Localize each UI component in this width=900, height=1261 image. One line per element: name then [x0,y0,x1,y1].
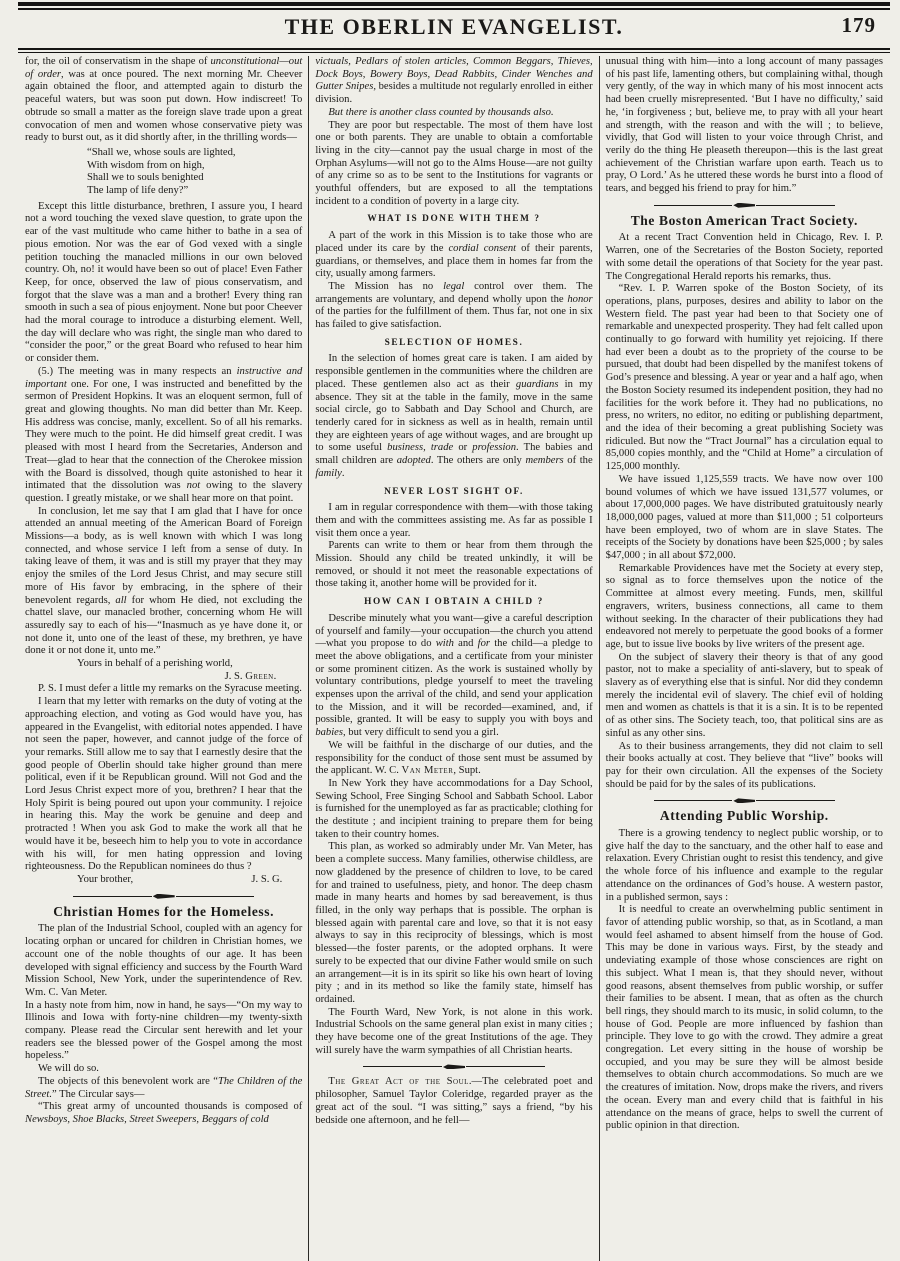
paragraph: Except this little disturbance, brethren, I assure you, I heard not a word touching the vexed slave question, to grate upon the ear of the vast multitude who came hither to bathe in a sea of pious emotion. Nor was the ear of God vexed with a single petition touching the manacled millions in our own beloved country. Oh, no! it would have been so out of place! Even Father Keep, for once, observed the law of pious conservatism, and forgot that the slave was a man and a brother! Every thing ran smooth in such a sea of pious enjoyment. None but poor Cheever had the moral courage to introduce a disturbing element. Well, the day will declare who was right, the single man who dared to “consider the poor,” or the great Board who refused to hear him or consider them. [25,200,303,365]
masthead-title: THE OBERLIN EVANGELIST. [284,14,624,39]
paragraph: The plan of the Industrial School, coupled with an agency for locating orphan or uncared for children in Christian homes, we account one of the noble thoughts of our age. It has been developed with signal efficiency and success by the Fourth Ward Mission School, New York, under the superintendence of Rev. Wm. C. Van Meter. [25,923,303,998]
section-divider-rule [654,798,835,803]
paragraph: In New York they have accommodations for a Day School, Sewing School, Free Singing School and Sabbath School. Labor is furnished for the unemployed as far as practicable; clothing for the destitute ; and incipient training to prepare them for being taken to their country homes. [315,777,593,840]
column-2 [310,56,597,1261]
paragraph: This plan, as worked so admirably under Mr. Van Meter, has been a complete success. Many families, otherwise childless, are now gladdened by the presence of children to love, to be cared for and trained to usefulness, piety, and honor. The deep chasm made in many hearts and homes by sad bereavement, is thus filled, in the only way perhaps that is possible. The orphan is blessed again with parental care and love, so that it is not easy always to say in this reciprocity of blessings, which is most blessed—the foster parents, or the adopted orphans. It were surely to be expected that our divine Father would smile on such an arrangement—it is in its spirit so like his own heart of loving pity ; and in its method so like the family state, himself has ordained. [315,841,593,1005]
column-divider-1 [308,56,309,1261]
verse-line: “Shall we, whose souls are lighted, [87,146,236,158]
paragraph: In the selection of homes great care is taken. I am aided by responsible gentlemen in the communities where the children are placed. These gentlemen also act as their guardians in my absence. They sit at the table in the family, move in the same social circle, go to Sabbath and Day School and Church, are tenderly cared for in sickness as well as in health, remain until they are eighteen years of age without wages, and are brought up to some useful business, trade or profession. The babies and small children are adopted. The others are only members of the family. [315,353,593,479]
paragraph: (5.) The meeting was in many respects an instructive and important one. For one, I was instructed and benefitted by the sermon of President Hopkins. It was an eloquent sermon, full of great and glowing thoughts. No man did better than Mr. Keep. His address was concise, manly, excellent. So of all his remarks. They were much to the point. He did himself great credit. I was pleased with most I heard from the Secretaries, Anderson and Treat—glad to hear that the connection of the Cherokee mission with the Board is dissolved, though quite astonished to hear it intimated that the dissolution was not owing to the slavery question. I greatly mistake, or we shall hear more on that point. [25,365,303,504]
paragraph: In a hasty note from him, now in hand, he says—“On my way to Illinois and Iowa with forty-nine children—my twenty-sixth company. Please read the Circular sent herewith and let your readers see the blessed power of the Gospel among the most hopeless.” [25,999,303,1062]
column-1 [20,56,307,1261]
masthead [18,12,890,46]
paragraph: It is needful to create an overwhelming public sentiment in favor of attending public worship, so that, as in Scotland, a man would feel ashamed to absent himself from the house of God. This may be done in various ways. First, by the steady and undeviating example of those whose consciences are right on this subject. What I mean is, that they should never, without good reasons, absent themselves from public worship, or suffer their families to be absent. I mean, that as often as the church bell rings, they should march to its music, in solid column, to the house of God. People are more influenced by fashion than principle. They love to go with the crowd. They admire a great congregation. Let every sitting in the house of worship be occupied, and you may be sure they will be almost beside themselves to obtain church accommodations. So much are we the creatures of imitation. Now, drops make the rivers, and rivers the ocean. Every man and every child that is faithful in his attendance on the means of grace, helps to swell the current of public opinion in that direction. [605,904,883,1132]
section-heading: NEVER LOST SIGHT OF. [384,486,524,497]
paragraph: In conclusion, let me say that I am glad that I have for once attended an annual meeting of the American Board of Foreign Missions—a body, as is well known with which I was long connected, and whose service I left from a sense of duty. In taking leave of them, it was and is still my prayer that they may enjoy the smiles of the Lord Jesus Christ, and may secure still more of His favor by embracing, in the sphere of their benevolent regards, all for whom He died, not excluding the chattel slave, our manacled brother, concerning whom He will assuredly say to each of his—“Inasmuch as ye have done it, or not done it, unto one of the least of these, my brethren, ye have done it or not done it, unto me.” [25,505,303,657]
paragraph: At a recent Tract Convention held in Chicago, Rev. I. P. Warren, one of the Secretaries of the Boston Society, reported with some detail the operations of that Society for the year past. The Congregational Herald reports his remarks, thus. [605,232,883,282]
paragraph: for, the oil of conservatism in the shape of unconstitutional—out of order, was at once poured. The next morning Mr. Cheever again obtained the floor, and attempted again to disturb the peaceful waters, but was soon put down. How indiscreet! To obtrude so small a matter as the foreign slave trade upon a great convocation of men and women whose conservative piety was ready to burst out, as it did shortly after, in the thrilling words— [25,56,303,144]
paragraph: A part of the work in this Mission is to take those who are placed under its care by the cordial consent of their parents, guardians, or themselves, and place them in homes far from the city, usually among farmers. [315,230,593,280]
paragraph: But there is another class counted by thousands also. [328,106,554,118]
paragraph: Parents can write to them or hear from them through the Mission. Should any child be treated unkindly, it will be removed, or should it not meet the reasonable expectations of those taking it, another home will be provided for it. [315,540,593,590]
paragraph: The Great Act of the Soul.—The celebrated poet and philosopher, Samuel Taylor Coleridge, regarded prayer as the great act of the soul. “I was sitting,” says a friend, “by his bedside one afternoon, and he fell— [315,1076,593,1126]
signature-row [77,874,302,887]
paragraph: P. S. I must defer a little my remarks on the Syracuse meeting. [38,683,302,695]
paragraph: They are poor but respectable. The most of them have lost one or both parents. They are unable to obtain a comfortable living in the city—cannot pay the usual charge in most of the Orphan Asylums—will not go to the Alms House—are not guilty of any crime so as to be sent to the Institutions for vagrants or youthful offenders, but are exposed to all the temptations incident to a condition of poverty in a large city. [315,119,593,207]
paragraph: We will be faithful in the discharge of our duties, and the responsibility for the conduct of those sent must be assumed by the applicant. W. C. Van Meter, Supt. [315,739,593,777]
paragraph: “This great army of uncounted thousands is composed of Newsboys, Shoe Blacks, Street Sweepers, Beggars of cold [25,1101,303,1125]
closing-line: Yours in behalf of a perishing world, [77,658,233,670]
top-border-rules [0,0,900,10]
paragraph: I am in regular correspondence with them—with those taking them and with the committees assisting me. As far as possible I visit them once a year. [315,502,593,539]
paragraph: “Rev. I. P. Warren spoke of the Boston Society, of its operations, plans, purposes, desires and ability to labor on the Western field. The past year had been to that Society one of remarkable and unexpected prosperity. They had felt called upon continually to go forward with humility yet rejoicing. If there had ever been a doubt as to the propriety of the course to be pursued, that doubt had been dispelled by the manifest tokens of God’s presence and blessing. A year or year and a half ago, when the Boston Society resumed its independent position, they had no facilities for the work before it. They had no publications, no press, no writers, no editor, no editing or publishing department, and the idea of their becoming a great publishing Society was ridiculed. But now the “Tract Journal” has a circulation equal to 85,000 copies monthly, and the “Child at Home” a circulation of 125,000 monthly. [605,283,883,473]
section-divider-rule [654,203,835,208]
paragraph: We have issued 1,125,559 tracts. We have now over 100 bound volumes of which we have issued 131,577 volumes, or about 17,000,000 pages. We have distributed gratuitously nearly 18,000,000 pages, valued at more than $11,000 ; 51 colporteurs have been employed, two of whom are in slave States. The receipts of the Society by donations have been $25,000 ; by sales $47,000 ; in all about $72,000. [605,473,883,562]
signature-name: J. S. Green. [224,670,277,682]
paragraph: There is a growing tendency to neglect public worship, or to give half the day to the sanctuary, and the other half to ease and relaxation. Every Christian ought to resist this tendency, and give the whole force of his influence and example to the regular attendance on the ordinances of God’s house. A western pastor, in a published sermon, says : [605,828,883,903]
column-layout [20,56,888,1261]
section-divider-rule [363,1064,544,1069]
paragraph: victuals, Pedlars of stolen articles, Common Beggars, Thieves, Dock Boys, Bowery Boys, Dead Rabbits, Cinder Wenches and Gutter Snipes, besides a multitude not regularly enrolled in either division. [315,56,593,106]
paragraph: Describe minutely what you want—give a careful description of yourself and family—your occupation—the church you attend—what you propose to do with and for the child—a pledge to meet the above obligations, and a certificate from your minister or some prominent citizen. As the work is sustained wholly by voluntary contributions, pledge yourself to meet the traveling expenses upon the arrival of the child, and send your application to the Mission, and it will be recorded—examined, and, if possible, granted. It will be easy to supply you with boys and babies, but very difficult to send you a girl. [315,612,593,739]
signature-initials: J. S. G. [251,874,283,885]
section-heading: WHAT IS DONE WITH THEM ? [367,214,541,225]
section-divider-rule [73,894,254,899]
paragraph: Remarkable Providences have met the Society at every step, so signal as to force themselves upon the notice of the Committee at almost every meeting. Funds, men, skillful engravers, writers, business connections, all came to them without seeking. In the character of their publications they had endeavored not merely to perpetuate the good books of a former age, but to issue live books by live writers of the present age. [605,562,883,650]
section-heading: HOW CAN I OBTAIN A CHILD ? [364,597,544,608]
paragraph: The Mission has no legal control over them. The arrangements are voluntary, and depend wholly upon the honor of the parties for the fulfillment of them. Thus far, not one in six has failed to give satisfaction. [315,280,593,331]
column-3 [601,56,888,1261]
paragraph: The Fourth Ward, New York, is not alone in this work. Industrial Schools on the same general plan exist in many cities ; they have become one of the great Institutions of the age. They will surely have the warm sympathies of all Christian hearts. [315,1006,593,1056]
hymn-verse [87,147,302,198]
paragraph: unusual thing with him—into a long account of many passages of his past life, lamenting others, but complaining withal, though very gently, of the way in which many of his most innocent acts had been cruelly misrepresented. ‘But I have no difficulty,’ said he, ‘in forgiveness ; but, believe me, to pray with all your heart and strength, with the reason and with the will ; to believe, vividly, that God will listen to your voice through Christ, and verily do the thing He pleaseth thereupon—this is the last great achievement of the Christian warfare upon earth. Teach us to pray, O Lord.’ As he uttered these words he burst into a flood of tears, and begged his friend to pray for him.” [605,56,883,195]
page-number: 179 [841,13,876,37]
paragraph: The objects of this benevolent work are “The Children of the Street.” The Circular says— [25,1075,303,1100]
verse-line: Shall we to souls benighted [87,172,204,184]
article-title: The Boston American Tract Society. [630,212,858,228]
section-heading: SELECTION OF HOMES. [384,337,524,348]
paragraph: On the subject of slavery their theory is that of any good pastor, not to make a speciality of anti-slavery, but to speak of slavery as of everything else that is sinful. Nor did they condemn merely the incidental evil of slavery. The chief evil of holding men and women as chattels is that it is a sin. It is to be repented of as other sins. The Society teach, too, that political sins are as sinful as any other sins. [605,651,883,739]
verse-line: With wisdom from on high, [87,159,205,171]
article-title: Attending Public Worship. [659,808,829,824]
masthead-divider-rules [0,48,900,53]
paragraph: We will do so. [38,1063,99,1075]
article-title: Christian Homes for the Homeless. [53,903,275,919]
paragraph: As to their business arrangements, they did not claim to sell their books actually at cost. They believe that “live” books will pay for their own circulation. All the expenses of the Society should be paid for by the sales of its publications. [605,740,883,790]
column-divider-2 [599,56,600,1261]
verse-line: The lamp of life deny?” [87,185,189,197]
paragraph: I learn that my letter with remarks on the duty of voting at the approaching election, and voting as God would have you, has appeared in the Evangelist, with editorial notes appended. I have not seen the paper, however, and cannot judge of the force of your remarks. Still allow me to say that I earnestly desire that the good people of Oberlin should take higher ground than mere political, even if it be Republican ground. Will not God and the Lord Jesus Christ expect more of you, brethren? I hear that the Holy Spirit is being poured out upon your community. I rejoice in hearing this. May the work be genuine and deep and protracted ! When you ask God to make the work all that he would have it be, beseech him to help you to vote in accordance with his will, for men hating oppression and loving righteousness. Do the Republican nominees do thus ? [25,696,303,873]
closing-phrase: Your brother, [77,874,134,885]
